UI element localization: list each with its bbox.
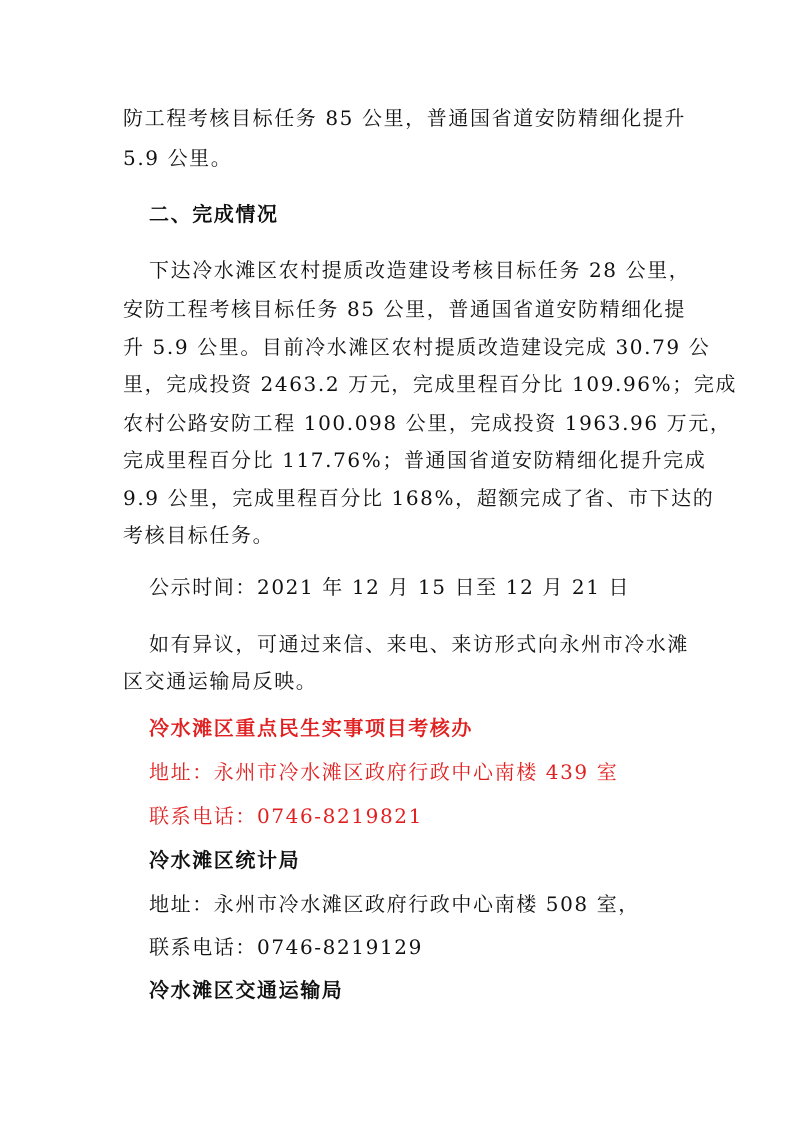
body-line: 农村公路安防工程 100.098 公里，完成投资 1963.96 万元， bbox=[123, 411, 732, 435]
body-line: 升 5.9 公里。目前冷水滩区农村提质改造建设完成 30.79 公 bbox=[123, 335, 711, 359]
body-line: 防工程考核目标任务 85 公里，普通国省道安防精细化提升 bbox=[123, 106, 686, 130]
contact-phone: 联系电话：0746-8219821 bbox=[149, 804, 423, 828]
body-line: 考核目标任务。 bbox=[123, 523, 275, 547]
contact-name: 冷水滩区统计局 bbox=[149, 848, 301, 872]
body-line: 5.9 公里。 bbox=[123, 146, 233, 170]
notice-period: 公示时间：2021 年 12 月 15 日至 12 月 21 日 bbox=[149, 575, 631, 599]
contact-address: 地址：永州市冷水滩区政府行政中心南楼 439 室 bbox=[149, 760, 619, 784]
objection-line: 如有异议，可通过来信、来电、来访形式向永州市冷水滩 bbox=[149, 632, 689, 656]
contact-name: 冷水滩区重点民生实事项目考核办 bbox=[149, 716, 473, 740]
body-line: 完成里程百分比 117.76%；普通国省道安防精细化提升完成 bbox=[123, 448, 707, 472]
contact-name: 冷水滩区交通运输局 bbox=[149, 978, 344, 1002]
body-line: 9.9 公里，完成里程百分比 168%，超额完成了省、市下达的 bbox=[123, 486, 715, 510]
section-heading: 二、完成情况 bbox=[149, 202, 279, 226]
body-line: 安防工程考核目标任务 85 公里，普通国省道安防精细化提 bbox=[123, 297, 686, 321]
body-line: 里，完成投资 2463.2 万元，完成里程百分比 109.96%；完成 bbox=[123, 372, 738, 396]
objection-line: 区交通运输局反映。 bbox=[123, 669, 318, 693]
body-line: 下达冷水滩区农村提质改造建设考核目标任务 28 公里， bbox=[149, 258, 691, 282]
contact-address: 地址：永州市冷水滩区政府行政中心南楼 508 室， bbox=[149, 892, 640, 916]
contact-phone: 联系电话：0746-8219129 bbox=[149, 935, 423, 959]
